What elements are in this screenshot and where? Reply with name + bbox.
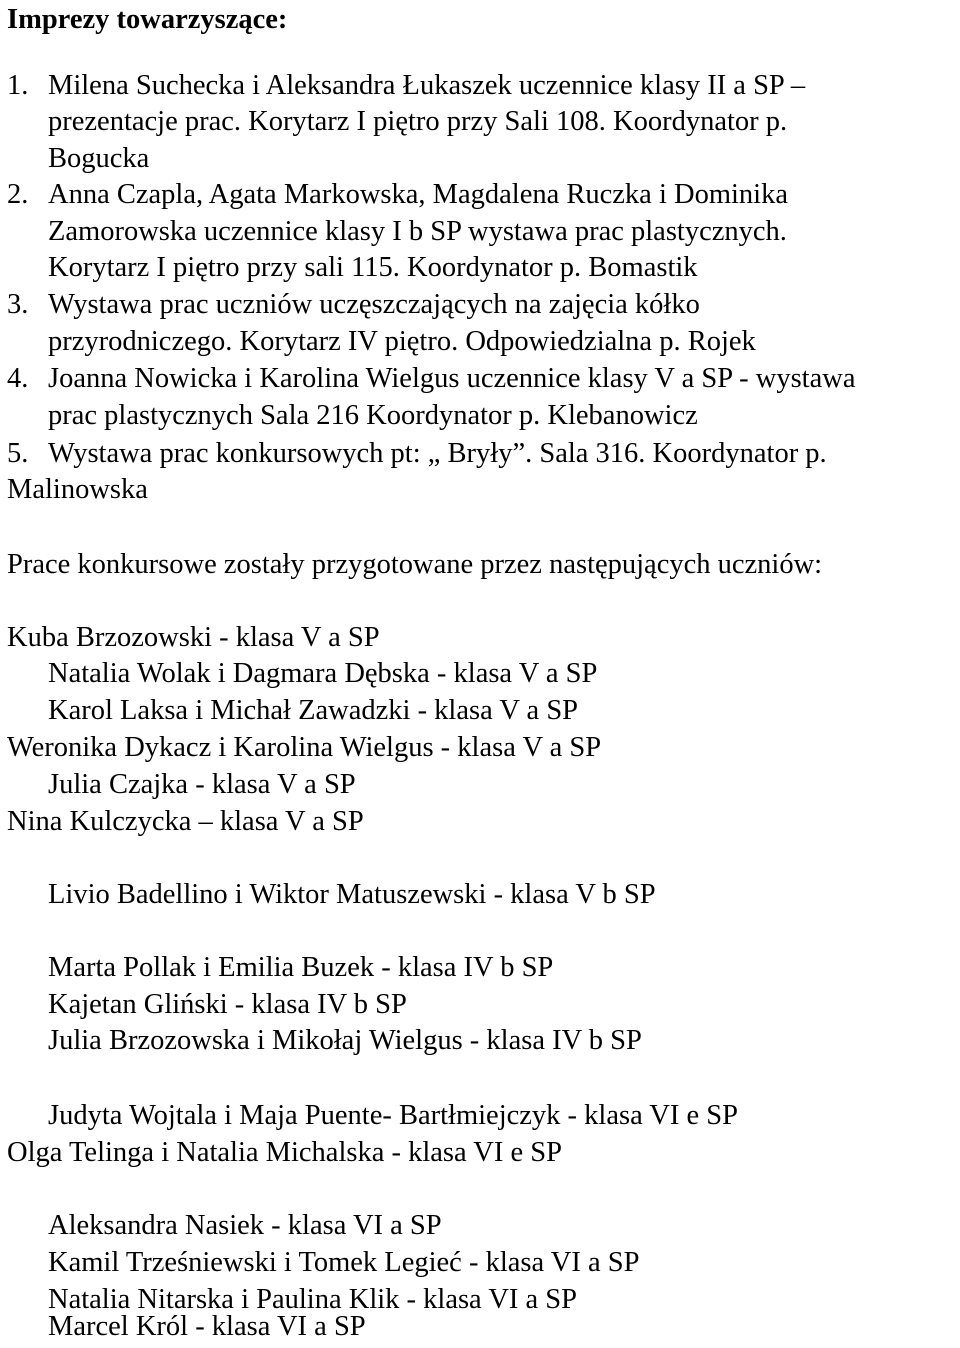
event-text-line: Milena Suchecka i Aleksandra Łukaszek uczennice klasy II a SP – xyxy=(48,70,806,101)
student-entry: Marcel Król - klasa VI a SP xyxy=(48,1311,366,1342)
student-entry: Julia Czajka - klasa V a SP xyxy=(48,769,356,800)
event-text-line: Anna Czapla, Agata Markowska, Magdalena Ruczka i Dominika xyxy=(48,179,788,210)
student-entry: Judyta Wojtala i Maja Puente- Bartłmiejczyk - klasa VI e SP xyxy=(48,1100,738,1131)
students-intro: Prace konkursowe zostały przygotowane przez następujących uczniów: xyxy=(7,549,823,580)
student-entry: Weronika Dykacz i Karolina Wielgus - klasa V a SP xyxy=(7,732,602,763)
student-entry: Natalia Nitarska i Paulina Klik - klasa VI a SP xyxy=(48,1284,577,1315)
event-number: 4. xyxy=(7,363,29,394)
student-entry: Olga Telinga i Natalia Michalska - klasa VI e SP xyxy=(7,1137,562,1168)
event-text-line: Wystawa prac konkursowych pt: „ Bryły”. Sala 316. Koordynator p. xyxy=(48,438,827,469)
event-text-line: Korytarz I piętro przy sali 115. Koordynator p. Bomastik xyxy=(48,252,698,283)
student-entry: Nina Kulczycka – klasa V a SP xyxy=(7,806,364,837)
student-entry: Kamil Trześniewski i Tomek Legieć - klasa VI a SP xyxy=(48,1247,640,1278)
event-text-line: Malinowska xyxy=(7,474,148,505)
event-number: 5. xyxy=(7,438,29,469)
event-text-line: Bogucka xyxy=(48,143,150,174)
event-text-line: prezentacje prac. Korytarz I piętro przy Sali 108. Koordynator p. xyxy=(48,106,788,137)
event-text-line: Joanna Nowicka i Karolina Wielgus uczennice klasy V a SP - wystawa xyxy=(48,363,856,394)
section-heading: Imprezy towarzyszące: xyxy=(7,4,288,35)
event-text-line: prac plastycznych Sala 216 Koordynator p. Klebanowicz xyxy=(48,400,698,431)
student-entry: Aleksandra Nasiek - klasa VI a SP xyxy=(48,1210,442,1241)
student-entry: Kuba Brzozowski - klasa V a SP xyxy=(7,622,380,653)
event-text-line: Wystawa prac uczniów uczęszczających na zajęcia kółko xyxy=(48,289,700,320)
student-entry: Kajetan Gliński - klasa IV b SP xyxy=(48,989,407,1020)
student-entry: Julia Brzozowska i Mikołaj Wielgus - klasa IV b SP xyxy=(48,1025,642,1056)
student-entry: Karol Laksa i Michał Zawadzki - klasa V a SP xyxy=(48,695,579,726)
student-entry: Marta Pollak i Emilia Buzek - klasa IV b SP xyxy=(48,952,554,983)
event-number: 1. xyxy=(7,70,29,101)
event-text-line: przyrodniczego. Korytarz IV piętro. Odpowiedzialna p. Rojek xyxy=(48,326,756,357)
student-entry: Livio Badellino i Wiktor Matuszewski - klasa V b SP xyxy=(48,879,656,910)
student-entry: Natalia Wolak i Dagmara Dębska - klasa V a SP xyxy=(48,658,598,689)
event-text-line: Zamorowska uczennice klasy I b SP wystawa prac plastycznych. xyxy=(48,216,787,247)
event-number: 2. xyxy=(7,179,29,210)
event-number: 3. xyxy=(7,289,29,320)
